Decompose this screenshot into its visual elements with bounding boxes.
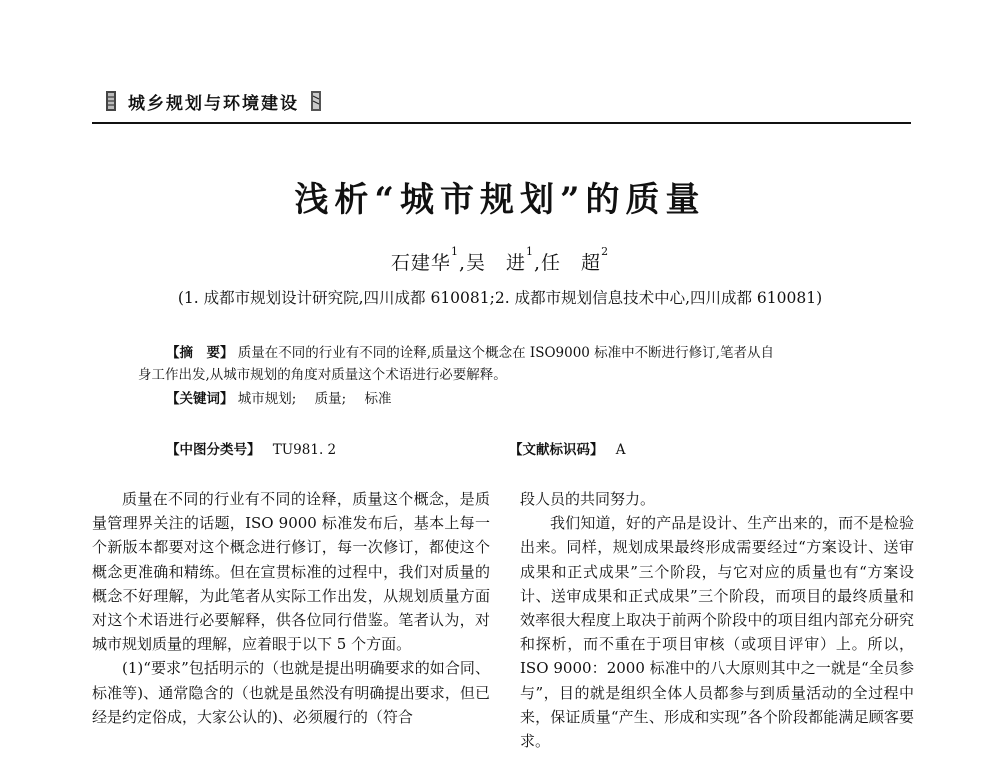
keywords-label: 【关键词】 <box>166 391 234 407</box>
document-id-label: 【文献标识码】 <box>509 442 604 458</box>
header-rule <box>92 122 911 124</box>
author-name: 石建华 <box>390 252 451 274</box>
abstract-label: 【摘 要】 <box>166 345 234 361</box>
abstract-text-line1: 质量在不同的行业有不同的诠释,质量这个概念在 ISO9000 标准中不断进行修订,笔者从自 <box>237 345 774 361</box>
keyword: 城市规划; <box>237 391 297 407</box>
keyword: 标准 <box>364 391 392 407</box>
author-name: 任 超 <box>541 252 602 274</box>
body-column-right <box>520 487 914 753</box>
body-paragraph: 段人员的共同努力。 <box>520 490 656 508</box>
document-id <box>509 438 626 458</box>
keyword: 质量; <box>314 391 347 407</box>
classification-value: TU981. 2 <box>272 442 337 458</box>
running-header <box>104 86 323 116</box>
author-list: 石建华$^1$,吴 进$^1$,任 超$^2$ <box>390 245 610 274</box>
affiliation-mark: 1 <box>450 245 459 258</box>
affiliation-mark: 1 <box>526 245 534 258</box>
classification-label: 【中图分类号】 <box>166 442 261 458</box>
abstract <box>138 342 864 386</box>
body-paragraph: 质量在不同的行业有不同的诠释，质量这个概念，是质量管理界关注的话题，ISO 9000 标准发布后，基本上每一个新版本都要对这个概念进行修订，每一次修订，都使这个概念更准确和精练。但在宣贯标准的过程中，我们对质量的概念不好理解，为此笔者从实际工作出发，从规划质量方面对这个术语进行必要解释，供各位同行借鉴。笔者认为，对城市规划质量的理解，应着眼于以下 5 个方面。 <box>92 490 490 654</box>
affiliation: (1. 成都市规划设计研究院,四川成都 610081;2. 成都市规划信息技术中心,四川成都 610081) <box>177 289 823 307</box>
paper-title: 浅析“城市规划”的质量 <box>294 180 706 220</box>
ornament-icon <box>104 90 118 112</box>
abstract-text-line2: 身工作出发,从城市规划的角度对质量这个术语进行必要解释。 <box>138 367 507 383</box>
body-paragraph: 我们知道，好的产品是设计、生产出来的，而不是检验出来。同样，规划成果最终形成需要经过“方案设计、送审成果和正式成果”三个阶段，与它对应的质量也有“方案设计、送审成果和正式成果”三个阶段，而项目的最终质量和效率很大程度上取决于前两个阶段中的项目组内部充分研究和探析，而不重在于项目审核（或项目评审）上。所以，ISO 9000：2000 标准中的八大原则其中之一就是“全员参与”，目的就是组织全体人员都参与到质量活动的全过程中来，保证质量“产生、形成和实现”各个阶段都能满足顾客要求。 <box>520 514 914 751</box>
body-column-left <box>92 487 490 729</box>
journal-title: 城乡规划与环境建设 <box>128 93 299 114</box>
classification-number <box>166 438 336 458</box>
ornament-icon <box>309 90 323 112</box>
document-id-value: A <box>615 442 626 458</box>
body-paragraph: (1)“要求”包括明示的（也就是提出明确要求的如合同、标准等)、通常隐含的（也就是虽然没有明确提出要求，但已经是约定俗成，大家公认的)、必须履行的（符合 <box>92 659 490 726</box>
keywords <box>166 388 406 410</box>
author-name: 吴 进 <box>465 252 526 274</box>
affiliation-mark: 2 <box>601 245 610 258</box>
